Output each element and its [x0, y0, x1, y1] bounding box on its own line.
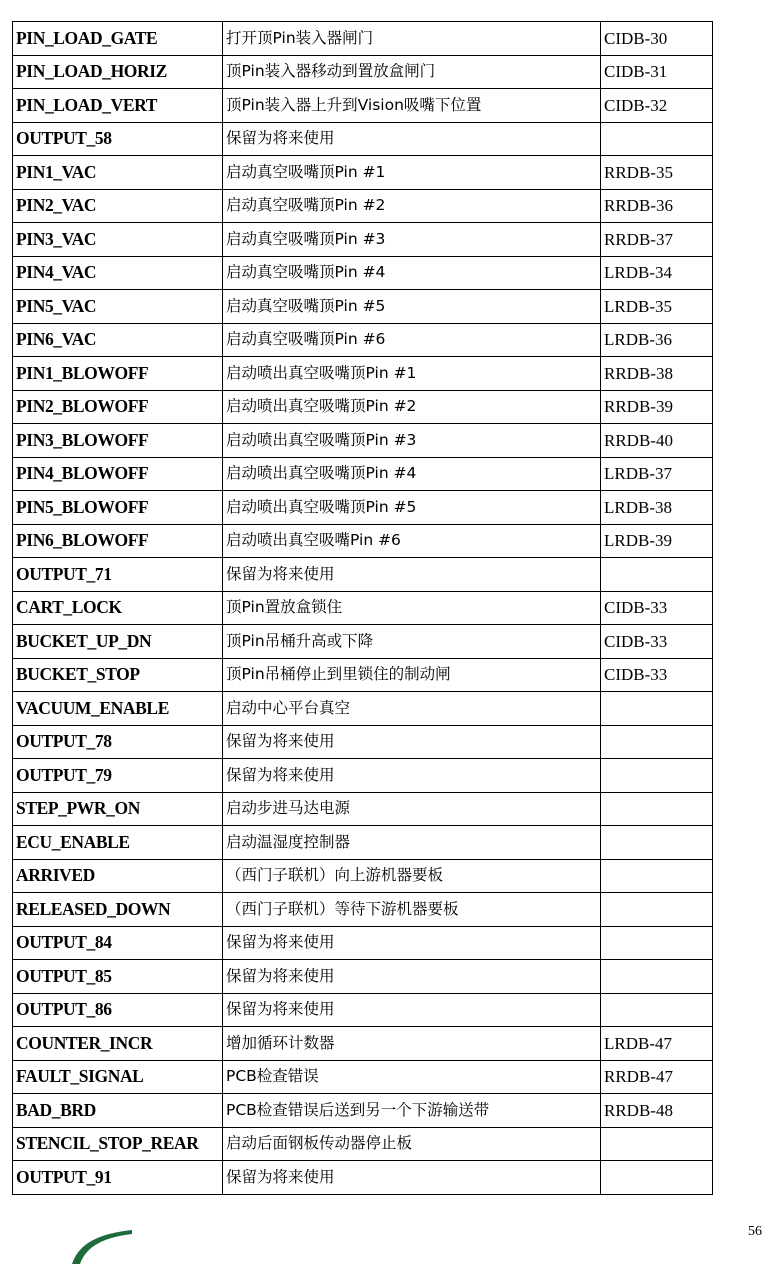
reference-cell: LRDB-38 — [601, 491, 713, 525]
description-cell: 顶Pin吊桶升高或下降 — [223, 625, 601, 659]
signal-name-cell: OUTPUT_78 — [13, 725, 223, 759]
signal-name-cell: OUTPUT_58 — [13, 122, 223, 156]
table-row — [13, 189, 713, 223]
table-row — [13, 759, 713, 793]
description-cell: 启动喷出真空吸嘴顶Pin #3 — [223, 424, 601, 458]
reference-cell — [601, 725, 713, 759]
reference-cell: CIDB-33 — [601, 658, 713, 692]
signal-name-cell: PIN_LOAD_GATE — [13, 22, 223, 56]
description-cell: 启动真空吸嘴顶Pin #4 — [223, 256, 601, 290]
table-row — [13, 1027, 713, 1061]
reference-cell: LRDB-34 — [601, 256, 713, 290]
reference-cell — [601, 926, 713, 960]
reference-cell: CIDB-30 — [601, 22, 713, 56]
table-row — [13, 960, 713, 994]
signal-name-cell: OUTPUT_86 — [13, 993, 223, 1027]
table-row — [13, 156, 713, 190]
reference-cell — [601, 859, 713, 893]
signal-name-cell: PIN5_VAC — [13, 290, 223, 324]
reference-cell: LRDB-37 — [601, 457, 713, 491]
signal-name-cell: BAD_BRD — [13, 1094, 223, 1128]
reference-cell: RRDB-35 — [601, 156, 713, 190]
signal-name-cell: PIN2_BLOWOFF — [13, 390, 223, 424]
table-row — [13, 926, 713, 960]
table-row — [13, 792, 713, 826]
table-row — [13, 1094, 713, 1128]
table-row — [13, 491, 713, 525]
reference-cell — [601, 826, 713, 860]
description-cell: 打开顶Pin装入器闸门 — [223, 22, 601, 56]
description-cell: 启动真空吸嘴顶Pin #5 — [223, 290, 601, 324]
signal-name-cell: OUTPUT_71 — [13, 558, 223, 592]
description-cell: 启动真空吸嘴顶Pin #2 — [223, 189, 601, 223]
reference-cell — [601, 759, 713, 793]
reference-cell: CIDB-33 — [601, 625, 713, 659]
signal-name-cell: CART_LOCK — [13, 591, 223, 625]
table-row — [13, 89, 713, 123]
description-cell: 启动真空吸嘴顶Pin #3 — [223, 223, 601, 257]
description-cell: 顶Pin装入器移动到置放盒闸门 — [223, 55, 601, 89]
signal-name-cell: PIN4_VAC — [13, 256, 223, 290]
description-cell: 保留为将来使用 — [223, 558, 601, 592]
signal-table — [12, 21, 713, 1195]
table-row — [13, 524, 713, 558]
reference-cell — [601, 792, 713, 826]
description-cell: （西门子联机）等待下游机器要板 — [223, 893, 601, 927]
reference-cell: LRDB-36 — [601, 323, 713, 357]
table-row — [13, 1060, 713, 1094]
reference-cell: CIDB-31 — [601, 55, 713, 89]
signal-name-cell: BUCKET_STOP — [13, 658, 223, 692]
table-row — [13, 1161, 713, 1195]
signal-name-cell: PIN1_BLOWOFF — [13, 357, 223, 391]
signal-name-cell: BUCKET_UP_DN — [13, 625, 223, 659]
table-row — [13, 122, 713, 156]
reference-cell — [601, 558, 713, 592]
reference-cell — [601, 692, 713, 726]
reference-cell — [601, 1127, 713, 1161]
table-row — [13, 893, 713, 927]
description-cell: 保留为将来使用 — [223, 725, 601, 759]
signal-name-cell: OUTPUT_85 — [13, 960, 223, 994]
description-cell: 保留为将来使用 — [223, 1161, 601, 1195]
description-cell: 启动真空吸嘴顶Pin #6 — [223, 323, 601, 357]
description-cell: 保留为将来使用 — [223, 926, 601, 960]
table-row — [13, 692, 713, 726]
description-cell: 启动喷出真空吸嘴顶Pin #4 — [223, 457, 601, 491]
signal-name-cell: PIN3_VAC — [13, 223, 223, 257]
description-cell: 保留为将来使用 — [223, 759, 601, 793]
description-cell: 保留为将来使用 — [223, 993, 601, 1027]
signal-name-cell: RELEASED_DOWN — [13, 893, 223, 927]
table-row — [13, 558, 713, 592]
table-row — [13, 357, 713, 391]
table-row — [13, 390, 713, 424]
page-number: 56 — [748, 1224, 762, 1239]
table-row — [13, 625, 713, 659]
reference-cell — [601, 893, 713, 927]
description-cell: 启动喷出真空吸嘴顶Pin #2 — [223, 390, 601, 424]
reference-cell: RRDB-48 — [601, 1094, 713, 1128]
description-cell: 增加循环计数器 — [223, 1027, 601, 1061]
reference-cell — [601, 1161, 713, 1195]
description-cell: 顶Pin吊桶停止到里锁住的制动闸 — [223, 658, 601, 692]
signal-name-cell: ARRIVED — [13, 859, 223, 893]
signal-name-cell: PIN6_BLOWOFF — [13, 524, 223, 558]
table-row — [13, 457, 713, 491]
reference-cell: CIDB-32 — [601, 89, 713, 123]
table-row — [13, 725, 713, 759]
description-cell: 启动温湿度控制器 — [223, 826, 601, 860]
signal-name-cell: PIN4_BLOWOFF — [13, 457, 223, 491]
description-cell: 启动真空吸嘴顶Pin #1 — [223, 156, 601, 190]
table-row — [13, 256, 713, 290]
signal-name-cell: OUTPUT_79 — [13, 759, 223, 793]
description-cell: 启动后面钢板传动器停止板 — [223, 1127, 601, 1161]
table-row — [13, 658, 713, 692]
description-cell: 顶Pin装入器上升到Vision吸嘴下位置 — [223, 89, 601, 123]
description-cell: 启动步进马达电源 — [223, 792, 601, 826]
reference-cell: RRDB-40 — [601, 424, 713, 458]
signal-name-cell: PIN2_VAC — [13, 189, 223, 223]
signal-name-cell: FAULT_SIGNAL — [13, 1060, 223, 1094]
signal-name-cell: OUTPUT_84 — [13, 926, 223, 960]
reference-cell: CIDB-33 — [601, 591, 713, 625]
table-row — [13, 223, 713, 257]
table-row — [13, 424, 713, 458]
signal-name-cell: PIN_LOAD_HORIZ — [13, 55, 223, 89]
description-cell: 启动喷出真空吸嘴Pin #6 — [223, 524, 601, 558]
signal-name-cell: COUNTER_INCR — [13, 1027, 223, 1061]
description-cell: PCB检查错误 — [223, 1060, 601, 1094]
description-cell: 保留为将来使用 — [223, 960, 601, 994]
signal-name-cell: PIN1_VAC — [13, 156, 223, 190]
description-cell: 顶Pin置放盒锁住 — [223, 591, 601, 625]
table-row — [13, 55, 713, 89]
table-row — [13, 290, 713, 324]
reference-cell: RRDB-37 — [601, 223, 713, 257]
description-cell: 启动中心平台真空 — [223, 692, 601, 726]
signal-name-cell: STEP_PWR_ON — [13, 792, 223, 826]
table-row — [13, 826, 713, 860]
description-cell: 保留为将来使用 — [223, 122, 601, 156]
reference-cell: RRDB-38 — [601, 357, 713, 391]
reference-cell: RRDB-36 — [601, 189, 713, 223]
signal-name-cell: PIN6_VAC — [13, 323, 223, 357]
description-cell: PCB检查错误后送到另一个下游输送带 — [223, 1094, 601, 1128]
table-row — [13, 993, 713, 1027]
table-row — [13, 591, 713, 625]
logo-swoosh-icon — [60, 1228, 140, 1264]
signal-table-body — [13, 22, 713, 1195]
description-cell: （西门子联机）向上游机器要板 — [223, 859, 601, 893]
reference-cell — [601, 993, 713, 1027]
reference-cell: RRDB-39 — [601, 390, 713, 424]
signal-name-cell: STENCIL_STOP_REAR — [13, 1127, 223, 1161]
signal-name-cell: VACUUM_ENABLE — [13, 692, 223, 726]
table-row — [13, 22, 713, 56]
reference-cell: LRDB-39 — [601, 524, 713, 558]
table-row — [13, 859, 713, 893]
table-row — [13, 1127, 713, 1161]
reference-cell: LRDB-35 — [601, 290, 713, 324]
reference-cell: RRDB-47 — [601, 1060, 713, 1094]
description-cell: 启动喷出真空吸嘴顶Pin #1 — [223, 357, 601, 391]
signal-name-cell: PIN_LOAD_VERT — [13, 89, 223, 123]
signal-name-cell: PIN5_BLOWOFF — [13, 491, 223, 525]
table-row — [13, 323, 713, 357]
reference-cell: LRDB-47 — [601, 1027, 713, 1061]
signal-name-cell: OUTPUT_91 — [13, 1161, 223, 1195]
reference-cell — [601, 960, 713, 994]
signal-name-cell: PIN3_BLOWOFF — [13, 424, 223, 458]
signal-name-cell: ECU_ENABLE — [13, 826, 223, 860]
description-cell: 启动喷出真空吸嘴顶Pin #5 — [223, 491, 601, 525]
reference-cell — [601, 122, 713, 156]
